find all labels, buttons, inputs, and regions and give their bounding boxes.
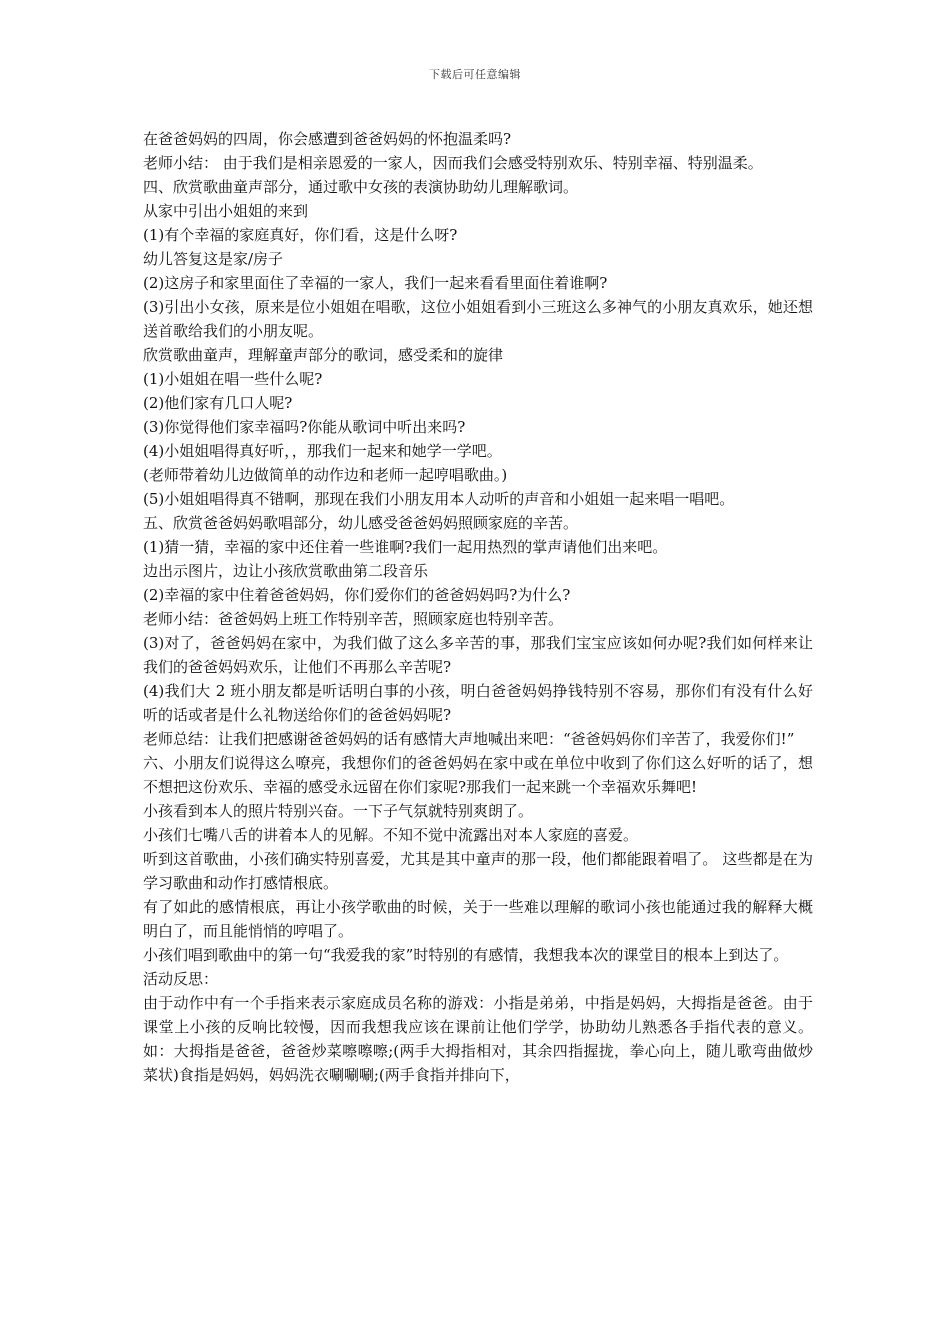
paragraph: (2)幸福的家中住着爸爸妈妈，你们爱你们的爸爸妈妈吗?为什么? bbox=[143, 586, 571, 604]
paragraph: (3)引出小女孩，原来是位小姐姐在唱歌，这位小姐姐看到小三班这么多神气的小朋友真欢乐，她还想送首歌给我们的小朋友呢。 bbox=[143, 298, 813, 340]
paragraph: 边出示图片，边让小孩欣赏歌曲第二段音乐 bbox=[143, 562, 429, 580]
paragraph: (3)对了，爸爸妈妈在家中，为我们做了这么多辛苦的事，那我们宝宝应该如何办呢?我们如何样来让我们的爸爸妈妈欢乐，让他们不再那么辛苦呢? bbox=[143, 634, 813, 676]
paragraph: (2)他们家有几口人呢? bbox=[143, 394, 293, 412]
section-heading: 五、欣赏爸爸妈妈歌唱部分，幼儿感受爸爸妈妈照顾家庭的辛苦。 bbox=[143, 514, 579, 532]
paragraph: (3)你觉得他们家幸福吗?你能从歌词中听出来吗? bbox=[143, 418, 466, 436]
paragraph: 从家中引出小姐姐的来到 bbox=[143, 202, 309, 220]
paragraph: 听到这首歌曲，小孩们确实特别喜爱，尤其是其中童声的那一段，他们都能跟着唱了。 这些都是在为学习歌曲和动作打感情根底。 bbox=[143, 850, 813, 892]
paragraph: 小孩们唱到歌曲中的第一句“我爱我的家”时特别的有感情，我想我本次的课堂目的根本上到达了。 bbox=[143, 946, 789, 964]
paragraph: (老师带着幼儿边做简单的动作边和老师一起哼唱歌曲。) bbox=[143, 466, 508, 484]
paragraph: 老师总结：让我们把感谢爸爸妈妈的话有感情大声地喊出来吧：“爸爸妈妈你们辛苦了，我爱你们!” bbox=[143, 730, 795, 748]
paragraph: 有了如此的感情根底，再让小孩学歌曲的时候，关于一些难以理解的歌词小孩也能通过我的解释大概明白了，而且能悄悄的哼唱了。 bbox=[143, 898, 813, 940]
paragraph: 在爸爸妈妈的四周，你会感遭到爸爸妈妈的怀抱温柔吗? bbox=[143, 130, 512, 148]
paragraph: 由于动作中有一个手指来表示家庭成员名称的游戏：小指是弟弟，中指是妈妈，大拇指是爸爸。由于课堂上小孩的反响比较慢，因而我想我应该在课前让他们学学，协助幼儿熟悉各手指代表的意义。如：大拇指是爸爸，爸爸炒菜嚓嚓嚓;(两手大拇指相对，其余四指握拢，拳心向上，随儿歌弯曲做炒菜状)食指是妈妈，妈妈洗衣唰唰唰;(两手食指并排向下， bbox=[143, 994, 813, 1084]
paragraph: 小孩看到本人的照片特别兴奋。一下子气氛就特别爽朗了。 bbox=[143, 802, 534, 820]
document-body bbox=[143, 127, 813, 1087]
section-heading: 四、欣赏歌曲童声部分，通过歌中女孩的表演协助幼儿理解歌词。 bbox=[143, 178, 579, 196]
paragraph: 小孩们七嘴八舌的讲着本人的见解。不知不觉中流露出对本人家庭的喜爱。 bbox=[143, 826, 639, 844]
paragraph: (4)小姐姐唱得真好听，，那我们一起来和她学一学吧。 bbox=[143, 442, 502, 460]
page-header: 下载后可任意编辑 bbox=[429, 68, 521, 81]
paragraph: 老师小结： 由于我们是相亲恩爱的一家人，因而我们会感受特别欢乐、特别幸福、特别温柔。 bbox=[143, 154, 763, 172]
paragraph: (2)这房子和家里面住了幸福的一家人，我们一起来看看里面住着谁啊? bbox=[143, 274, 608, 292]
paragraph: 欣赏歌曲童声，理解童声部分的歌词，感受柔和的旋律 bbox=[143, 346, 504, 364]
paragraph: (1)猜一猜，幸福的家中还住着一些谁啊?我们一起用热烈的掌声请他们出来吧。 bbox=[143, 538, 668, 556]
paragraph: 老师小结：爸爸妈妈上班工作特别辛苦，照顾家庭也特别辛苦。 bbox=[143, 610, 564, 628]
paragraph: (1)有个幸福的家庭真好，你们看，这是什么呀? bbox=[143, 226, 458, 244]
paragraph: (5)小姐姐唱得真不错啊，那现在我们小朋友用本人动听的声音和小姐姐一起来唱一唱吧。 bbox=[143, 490, 735, 508]
paragraph: (1)小姐姐在唱一些什么呢? bbox=[143, 370, 323, 388]
section-heading: 活动反思： bbox=[143, 970, 219, 988]
section-heading: 六、小朋友们说得这么嘹亮，我想你们的爸爸妈妈在家中或在单位中收到了你们这么好听的话了，想不想把这份欢乐、幸福的感受永远留在你们家呢?那我们一起来跳一个幸福欢乐舞吧! bbox=[143, 754, 813, 796]
paragraph: (4)我们大 2 班小朋友都是听话明白事的小孩，明白爸爸妈妈挣钱特别不容易，那你们有没有什么好听的话或者是什么礼物送给你们的爸爸妈妈呢? bbox=[143, 682, 813, 724]
paragraph: 幼儿答复这是家/房子 bbox=[143, 250, 284, 268]
